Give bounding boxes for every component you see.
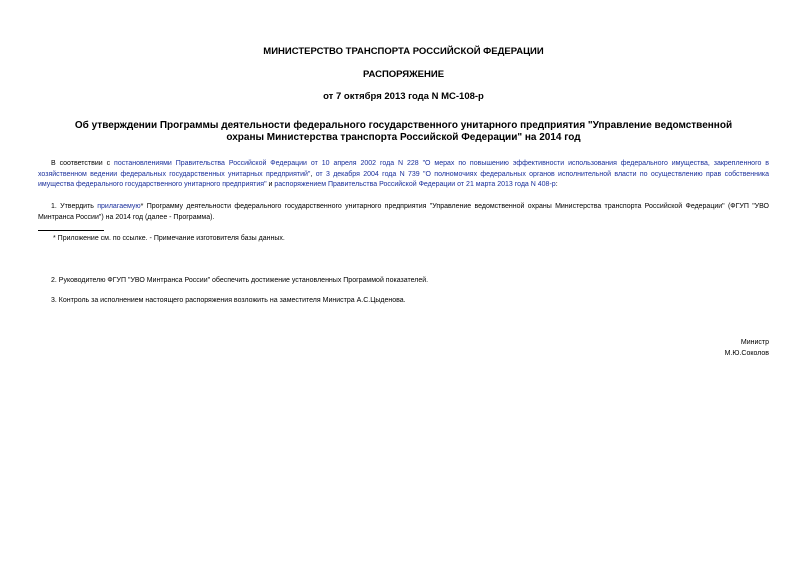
item-2-paragraph: 2. Руководителю ФГУП "УВО Минтранса России" обеспечить достижение установленных Программой показателей. — [51, 277, 429, 284]
intro-text-3: и — [266, 181, 275, 188]
item-1-text-1: 1. Утвердить — [51, 203, 98, 210]
document-title: Об утверждении Программы деятельности федерального государственного унитарного предприятия "Управление ведомственной охраны Министерства транспорта Российской Федерации" на 2014 год — [74, 120, 733, 143]
signatory-position: Министр — [740, 339, 769, 346]
attached-program-link[interactable]: прилагаемую — [97, 203, 141, 210]
intro-text-2: , — [310, 170, 316, 178]
signature-block — [725, 337, 769, 359]
order-408-link[interactable]: распоряжением Правительства Российской Федерации от 21 марта 2013 года N 408-р — [274, 181, 556, 188]
intro-paragraph — [38, 159, 769, 191]
item-3-paragraph: 3. Контроль за исполнением настоящего распоряжения возложить на заместителя Министра А.С.Цыденова. — [51, 297, 406, 304]
footnote-divider — [38, 230, 104, 231]
decree-739-link[interactable]: от 3 декабря 2004 года N 739 "О полномочиях федеральных органов исполнительной власти по осуществлению прав собственника имущества федерального государственного унитарного предприятия" — [38, 170, 770, 188]
document-date-number: от 7 октября 2013 года N МС-108-р — [323, 91, 484, 102]
footnote-text: * Приложение см. по ссылке. - Примечание изготовителя базы данных. — [53, 235, 285, 242]
document-type-heading: РАСПОРЯЖЕНИЕ — [362, 69, 445, 80]
intro-text-1: В соответствии с — [51, 160, 115, 167]
ministry-heading: МИНИСТЕРСТВО ТРАНСПОРТА РОССИЙСКОЙ ФЕДЕРАЦИИ — [263, 46, 544, 57]
item-1-paragraph — [38, 202, 769, 223]
intro-text-4: : — [555, 181, 558, 188]
decree-228-link[interactable]: постановлениями Правительства Российской Федерации от 10 апреля 2002 года N 228 "О мерах по повышению эффективности использования федерального имущества, закрепленного в хозяйственном ведении федеральных государственных унитарных предприятий" — [38, 160, 770, 178]
item-1-text-2: * Программу деятельности федерального государственного унитарного предприятия "Управление ведомственной охраны Министерства транспорта Российской Федерации" (ФГУП "УВО Минтранса России") на 2014 год (далее - Программа). — [38, 203, 770, 221]
signatory-name: М.Ю.Соколов — [724, 350, 769, 357]
